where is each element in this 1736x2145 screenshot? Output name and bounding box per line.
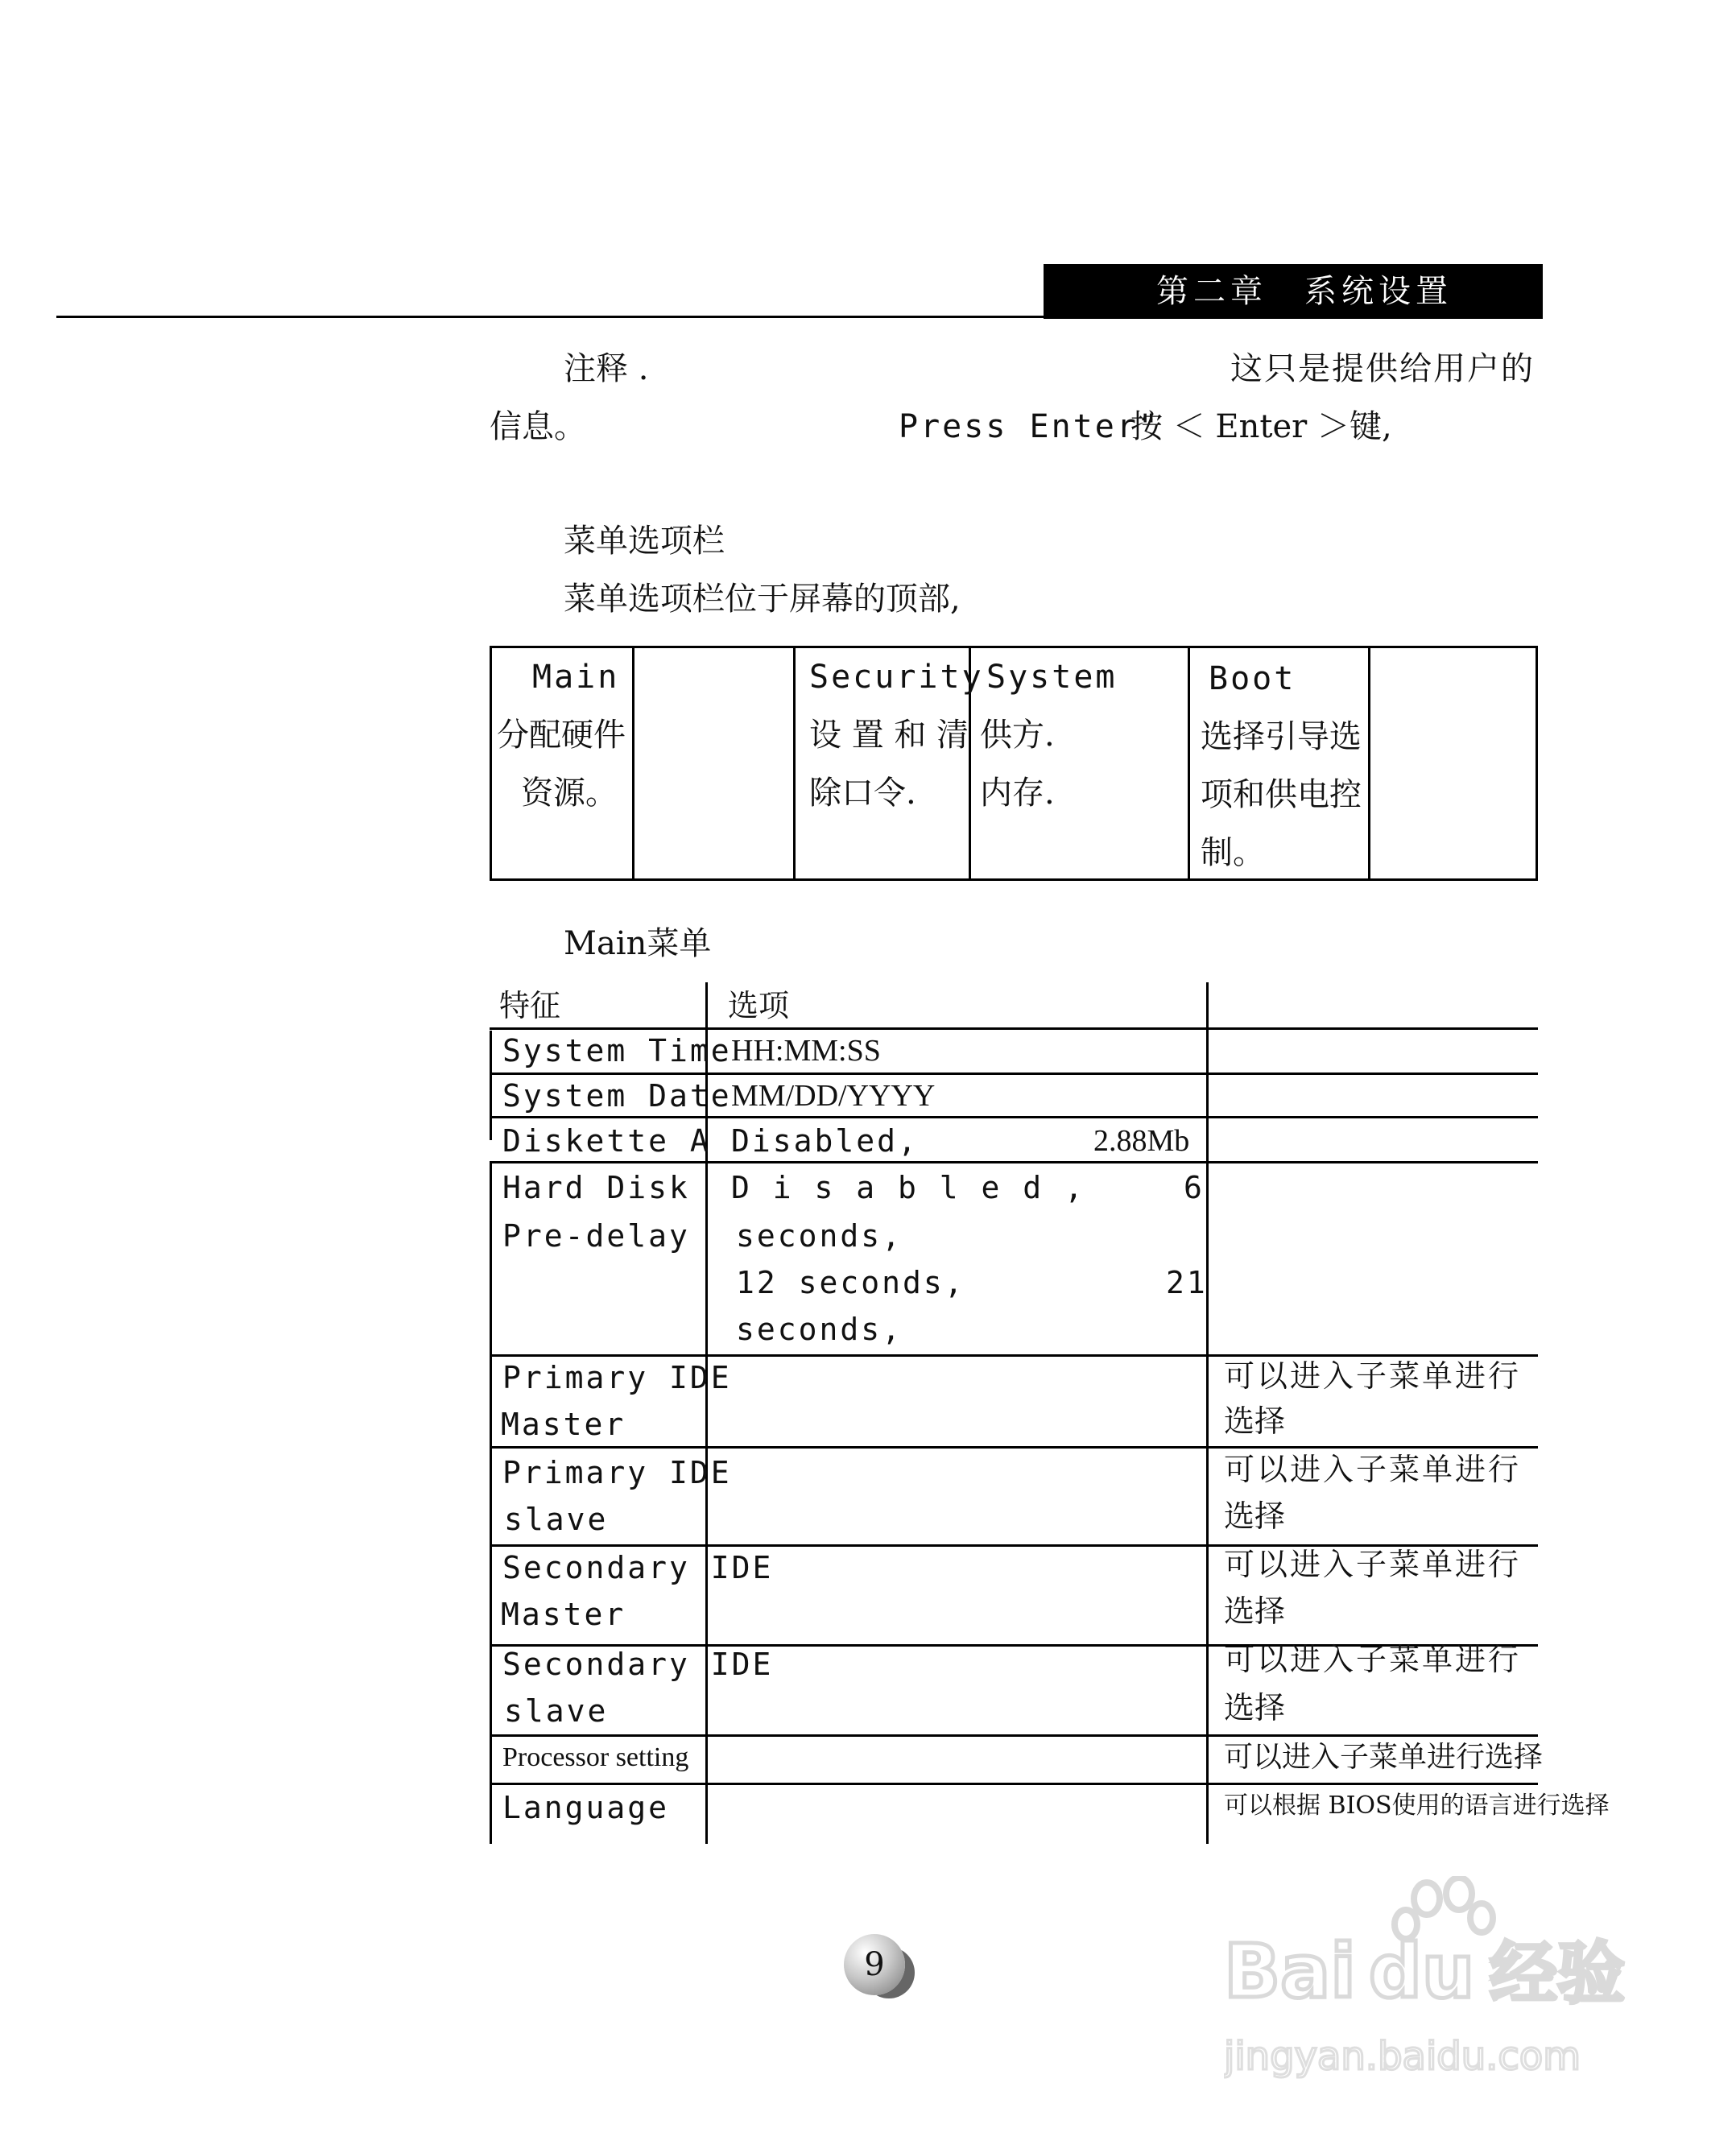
baidu-jingyan-watermark <box>1224 1876 1643 2093</box>
feature-cell: Diskette A <box>502 1123 711 1159</box>
note-cell: 选择 <box>1224 1690 1286 1726</box>
main-menu-table <box>490 982 1610 1844</box>
note-cell: 选择 <box>1224 1403 1286 1439</box>
menubar-cell-boot <box>1201 650 1362 882</box>
column-divider <box>1206 982 1209 1844</box>
note-cell: 选择 <box>1224 1498 1286 1534</box>
feature-cell: Master <box>501 1407 626 1442</box>
cell-line: Security <box>809 659 984 696</box>
cell-line: 分配硬件 <box>497 717 626 754</box>
note-text-continued: 信息。 <box>490 408 586 445</box>
column-divider <box>793 648 796 878</box>
header-rule <box>56 316 1047 318</box>
option-cell: Disabled, <box>731 1123 919 1159</box>
column-divider <box>1368 648 1370 878</box>
svg-text:du: du <box>1369 1928 1475 2015</box>
page-number: 9 <box>844 1934 905 1995</box>
feature-cell: Processor setting <box>502 1742 689 1772</box>
note-text: 这只是提供给用户的 <box>1230 350 1535 387</box>
cell-line: Boot <box>1209 660 1296 697</box>
feature-cell: Secondary IDE <box>502 1550 774 1585</box>
feature-cell: System Date <box>502 1078 732 1114</box>
chapter-header: 第二章 系统设置 <box>1044 264 1543 319</box>
enter-key-text: 按 ＜ Enter ＞键, <box>1130 408 1392 445</box>
option-cell: HH:MM:SS <box>731 1034 881 1068</box>
column-header-feature: 特征 <box>499 988 561 1023</box>
feature-cell: slave <box>504 1693 609 1729</box>
cell-line: Main <box>532 659 620 696</box>
option-cell-value: 2.88Mb <box>1093 1124 1190 1158</box>
section-title-menubar: 菜单选项栏 <box>564 523 725 560</box>
feature-cell: Master <box>501 1597 626 1632</box>
cell-line: 制。 <box>1201 834 1265 871</box>
cell-line: 除口令. <box>809 775 916 812</box>
table-left-border <box>490 1163 492 1844</box>
cell-line: System <box>986 659 1118 696</box>
feature-cell: Primary IDE <box>502 1455 732 1490</box>
menubar-table <box>490 646 1538 881</box>
column-divider <box>1188 648 1190 878</box>
column-divider <box>632 648 634 878</box>
menubar-cell-system <box>980 648 1118 822</box>
feature-cell: Hard Disk <box>502 1170 690 1205</box>
cell-line: 供方. <box>980 717 1055 754</box>
option-cell: MM/DD/YYYY <box>731 1079 936 1113</box>
note-cell: 可以进入子菜单进行 <box>1224 1358 1522 1394</box>
cell-line: 设 置 和 清 <box>809 717 969 754</box>
feature-cell: slave <box>504 1502 609 1537</box>
cell-line: 项和供电控 <box>1201 776 1362 813</box>
cell-line: 内存. <box>980 775 1055 812</box>
column-header-option: 选项 <box>728 988 790 1023</box>
svg-text:jingyan.baidu.com: jingyan.baidu.com <box>1224 2034 1581 2079</box>
paw-logo-icon <box>1224 1876 1643 2093</box>
option-cell-value: 6 <box>1184 1170 1205 1205</box>
feature-cell: System Time <box>502 1033 732 1068</box>
menubar-cell-security <box>809 648 984 822</box>
press-enter-text: Press Enter" <box>899 408 1160 445</box>
option-cell: 12 seconds, <box>736 1265 965 1300</box>
note-cell: 可以进入子菜单进行 <box>1224 1452 1522 1487</box>
feature-cell: Primary IDE <box>502 1360 732 1395</box>
cell-line: 选择引导选 <box>1201 718 1362 755</box>
option-cell-value: 21 <box>1166 1265 1208 1300</box>
feature-cell: Secondary IDE <box>502 1647 774 1682</box>
option-cell: seconds, <box>736 1218 903 1254</box>
feature-cell: Language <box>502 1790 670 1825</box>
option-cell: seconds, <box>736 1312 903 1347</box>
feature-cell: Pre-delay <box>502 1218 690 1254</box>
svg-text:Bai: Bai <box>1224 1928 1356 2015</box>
note-cell: 可以进入子菜单进行 <box>1224 1547 1522 1582</box>
option-cell: D i s a b l e d , <box>731 1170 1085 1205</box>
note-label: 注释 . <box>564 350 649 387</box>
cell-line: 资源。 <box>521 775 618 812</box>
table-left-border <box>490 1031 492 1140</box>
note-cell: 可以根据 BIOS使用的语言进行选择 <box>1224 1792 1610 1820</box>
section-title-main-menu: Main菜单 <box>564 925 712 962</box>
svg-text:经验: 经验 <box>1490 1934 1626 2013</box>
note-cell: 可以进入子菜单进行 <box>1224 1642 1522 1677</box>
section-desc-menubar: 菜单选项栏位于屏幕的顶部, <box>564 581 961 618</box>
note-cell: 可以进入子菜单进行选择 <box>1224 1741 1544 1774</box>
note-cell: 选择 <box>1224 1593 1286 1629</box>
menubar-cell-main <box>497 648 630 822</box>
